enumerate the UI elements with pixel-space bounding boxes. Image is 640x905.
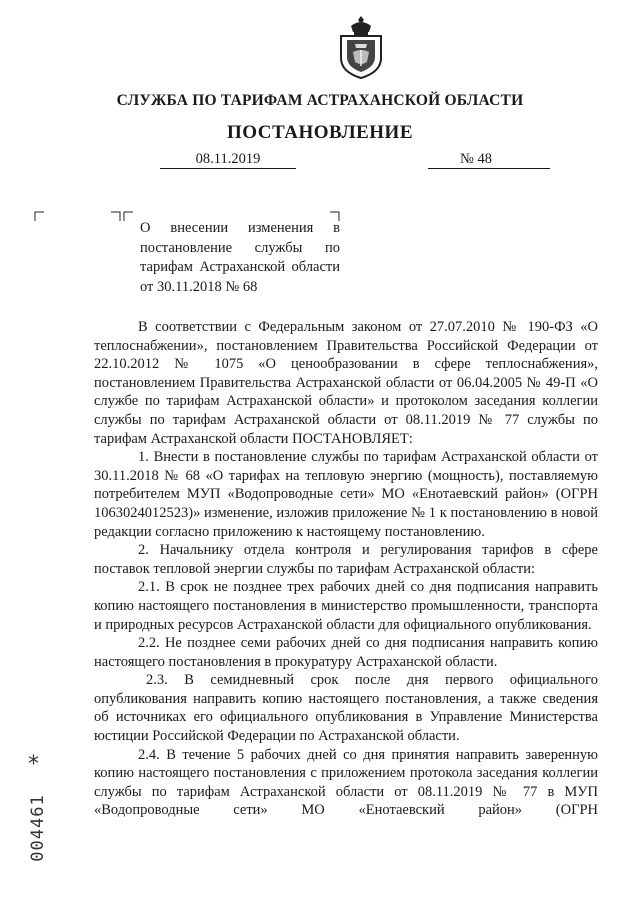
- archive-number: 004461: [28, 794, 48, 862]
- corner-bracket-icon: [110, 211, 134, 221]
- document-body: [94, 318, 598, 820]
- document-date: 08.11.2019: [160, 150, 296, 169]
- preamble-paragraph: В соответствии с Федеральным законом от 27.07.2010 № 190-ФЗ «О теплоснабжении», постановлением Правительства Российской Федерации от 22.10.2012 № 1075 «О ценообразовании в сфере теплоснабжения», постановлением Правительства Астраханской области от 06.04.2005 № 49-П «О службе по тарифам Астраханской области» и протоколом заседания коллегии службы по тарифам Астраханской области от 08.11.2019 № 77 службы по тарифам Астраханской области ПОСТАНОВЛЯЕТ:: [94, 319, 598, 447]
- item-2-4-paragraph: 2.4. В течение 5 рабочих дней со дня принятия направить заверенную копию настоящего постановления с приложением протокола заседания коллегии службы по тарифам Астраханской области от 08.11.2019 № 77 в МУП «Водопроводные сети» МО «Енотаевский район» (ОГРН: [94, 746, 598, 819]
- archive-stamp: [12, 780, 62, 880]
- item-1-paragraph: 1. Внести в постановление службы по тарифам Астраханской области от 30.11.2018 № 68 «О тарифах на тепловую энергию (мощность), поставляемую потребителем МУП «Водопроводные сети» МО «Енотаевский район» (ОГРН 1063024012523)» изменение, изложив приложение № 1 к постановлению в новой редакции согласно приложению к настоящему постановлению.: [94, 449, 598, 540]
- document-number: № 48: [428, 150, 550, 169]
- document-subject: О внесении изменения в постановление службы по тарифам Астраханской области от 30.11.2018 № 68: [140, 220, 340, 295]
- document-type-heading: ПОСТАНОВЛЕНИЕ: [226, 122, 414, 143]
- item-2-2-paragraph: 2.2. Не позднее семи рабочих дней со дня подписания направить копию настоящего постановления в прокуратуру Астраханской области.: [94, 635, 598, 670]
- organization-title: СЛУЖБА ПО ТАРИФАМ АСТРАХАНСКОЙ ОБЛАСТИ: [116, 92, 524, 109]
- archive-star-mark: *: [28, 752, 39, 777]
- item-2-paragraph: 2. Начальнику отдела контроля и регулирования тарифов в сфере поставок тепловой энергии службы по тарифам Астраханской области:: [94, 542, 598, 577]
- corner-bracket-icon: [34, 211, 44, 221]
- coat-of-arms-icon: [333, 14, 389, 80]
- item-2-3-paragraph: 2.3. В семидневный срок после дня первого официального опубликования направить копию настоящего постановления, а также сведения об источниках его официального опубликования в Управление Министерства юстиции Российской Федерации по Астраханской области.: [94, 672, 598, 745]
- item-2-1-paragraph: 2.1. В срок не позднее трех рабочих дней со дня подписания направить копию настоящего постановления в министерство промышленности, транспорта и природных ресурсов Астраханской области для официального опубликования.: [94, 579, 598, 633]
